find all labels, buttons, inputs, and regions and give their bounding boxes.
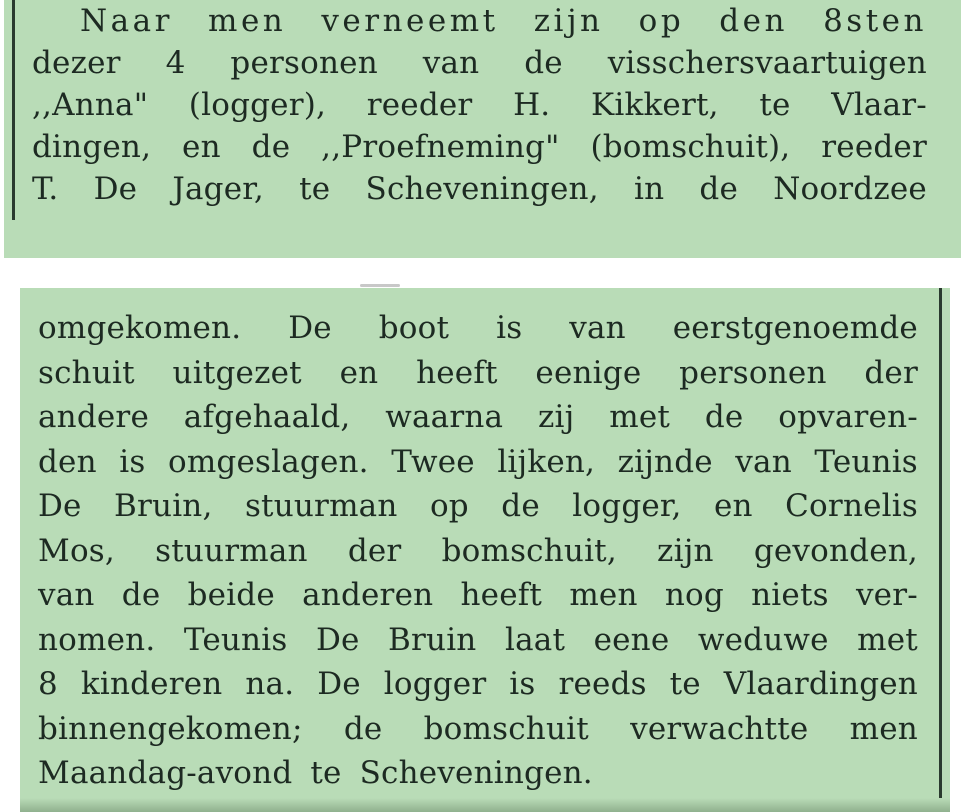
- text-line: binnengekomen; de bomschuit verwachtte men: [38, 710, 918, 747]
- article-clipping-top: [4, 0, 961, 258]
- text-line: andere afgehaald, waarna zij met de opvaren-: [38, 399, 918, 435]
- text-line: De Bruin, stuurman op de logger, en Cornelis: [38, 488, 918, 524]
- page-edge-shadow: [20, 798, 950, 812]
- article-clipping-bottom: [20, 288, 950, 812]
- text-line: Maandag-avond te Scheveningen.: [38, 755, 593, 791]
- text-line: Naar men verneemt zijn op den 8sten: [80, 3, 927, 39]
- text-line: T. De Jager, te Scheveningen, in de Noordzee: [32, 171, 927, 207]
- print-speck: [360, 284, 400, 287]
- column-rule: [939, 288, 942, 812]
- text-line: dezer 4 personen van de visschersvaartuigen: [32, 45, 927, 81]
- text-line: Mos, stuurman der bomschuit, zijn gevonden,: [38, 532, 918, 569]
- text-line: dingen, en de ,,Proefneming" (bomschuit), reeder: [32, 129, 927, 165]
- column-rule: [12, 0, 15, 220]
- text-line: ,,Anna" (logger), reeder H. Kikkert, te Vlaar-: [32, 87, 927, 123]
- text-line: nomen. Teunis De Bruin laat eene weduwe met: [38, 621, 918, 658]
- text-line: omgekomen. De boot is van eerstgenoemde: [38, 310, 918, 346]
- text-line: van de beide anderen heeft men nog niets ver-: [38, 577, 918, 613]
- text-line: 8 kinderen na. De logger is reeds te Vlaardingen: [38, 666, 918, 702]
- text-line: schuit uitgezet en heeft eenige personen der: [38, 354, 918, 391]
- text-line: den is omgeslagen. Twee lijken, zijnde van Teunis: [38, 443, 918, 480]
